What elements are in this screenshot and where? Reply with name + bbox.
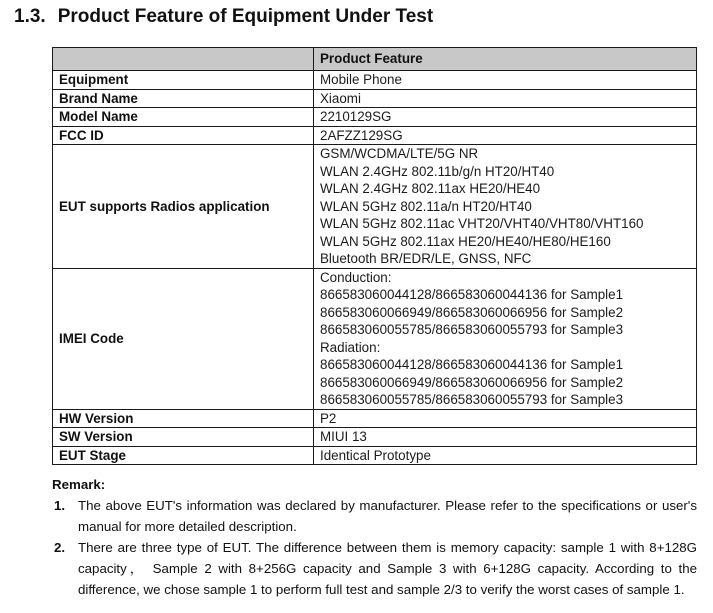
value-line: MIUI 13 [320,429,367,444]
table-row [53,446,697,465]
remark-title: Remark: [52,477,106,492]
remark-item-number: 1. [54,498,66,513]
table-row [53,145,697,269]
table-row [53,268,697,409]
row-value [314,126,697,145]
value-line: 866583060044128/866583060044136 for Sample1 [320,287,624,302]
remark-item-text: There are three type of EUT. The difference between them is memory capacity: sample 1 with 8+128G capacity， Sample 2 with 8+256G capacity and Sample 3 with 6+128G capacity. According to the difference, we chose sample 1 to perform full test and sample 2/3 to verify the worst cases of sample 1. [78,540,697,597]
value-line: Radiation: [320,339,381,355]
value-line: WLAN 2.4GHz 802.11ax HE20/HE40 [320,181,541,196]
row-value [314,71,697,90]
row-label: HW Version [53,409,314,428]
row-value [314,89,697,108]
row-label: Brand Name [53,89,314,108]
row-value [314,268,697,409]
row-label: Model Name [53,108,314,127]
product-feature-table [52,47,697,465]
row-label: Equipment [53,71,314,90]
value-line: 866583060055785/866583060055793 for Sample3 [320,392,624,407]
value-line: Xiaomi [320,90,361,106]
value-line: Identical Prototype [320,447,431,463]
row-label: SW Version [53,428,314,447]
remark-list [52,495,697,600]
value-line: P2 [320,410,337,426]
row-label: IMEI Code [53,268,314,409]
value-line: WLAN 5GHz 802.11ax HE20/HE40/HE80/HE160 [320,233,611,249]
value-line: WLAN 2.4GHz 802.11b/g/n HT20/HT40 [320,163,555,179]
value-line: 866583060055785/866583060055793 for Sample3 [320,322,624,337]
row-value [314,145,697,269]
table-row [53,126,697,145]
value-line: Conduction: [320,269,392,285]
table-row [53,71,697,90]
value-line: Mobile Phone [320,72,402,87]
table-row [53,409,697,428]
section-title: Product Feature of Equipment Under Test [57,6,434,27]
value-line: 866583060044128/866583060044136 for Sample1 [320,357,624,372]
row-label: EUT Stage [53,446,314,465]
row-label: EUT supports Radios application [53,145,314,269]
table-header-row [53,48,697,71]
row-value [314,446,697,465]
value-line: Bluetooth BR/EDR/LE, GNSS, NFC [320,251,532,266]
table-body [53,71,697,465]
value-line: 2AFZZ129SG [320,127,403,143]
value-line: 866583060066949/866583060066956 for Sample2 [320,374,624,390]
section-number: 1.3. [14,6,46,27]
value-line: 2210129SG [320,109,392,124]
row-label: FCC ID [53,126,314,145]
value-line: WLAN 5GHz 802.11a/n HT20/HT40 [320,198,532,214]
remark-section [52,474,697,600]
value-line: GSM/WCDMA/LTE/5G NR [320,146,479,161]
value-line: 866583060066949/866583060066956 for Sample2 [320,304,624,320]
table-row [53,89,697,108]
value-line: WLAN 5GHz 802.11ac VHT20/VHT40/VHT80/VHT160 [320,216,644,231]
row-value [314,428,697,447]
section-heading [14,6,433,28]
row-value [314,108,697,127]
remark-item [52,495,697,537]
remark-item-number: 2. [54,540,66,555]
table-row [53,428,697,447]
remark-item [52,537,697,600]
header-product-feature: Product Feature [314,48,697,71]
table-row [53,108,697,127]
row-value [314,409,697,428]
remark-item-text: The above EUT's information was declared by manufacturer. Please refer to the specifications or user's manual for more detailed description. [78,498,697,534]
header-blank-cell [53,48,314,71]
